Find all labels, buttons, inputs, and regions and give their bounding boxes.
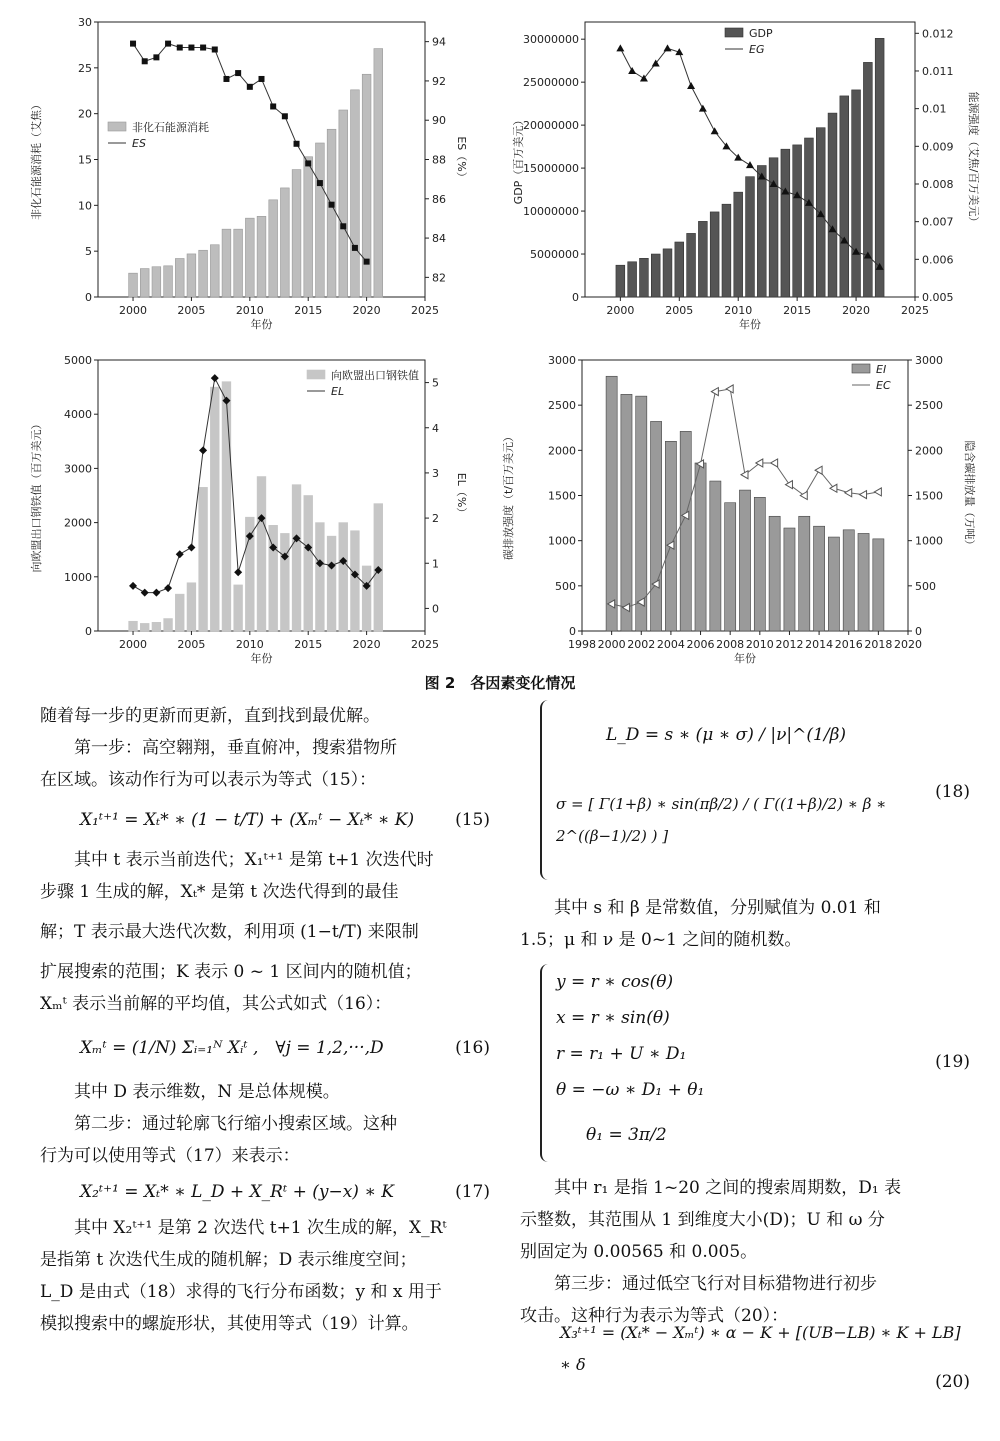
chart-bar (863, 62, 872, 297)
paragraph-line: 其中 r₁ 是指 1~20 之间的搜索周期数，D₁ 表 (554, 1178, 902, 1198)
y2-tick-label: 94 (432, 35, 446, 49)
line-point (177, 45, 183, 51)
chart-bar (362, 566, 371, 631)
line-point (188, 45, 194, 51)
left-column (40, 700, 490, 1340)
chart-nonfossil-es (0, 0, 500, 339)
eq19-row: r = r₁ + U ∗ D₁ (556, 1044, 687, 1064)
line-point (800, 492, 807, 500)
chart-bar (316, 523, 325, 631)
x-tick-label: 2005 (177, 304, 206, 317)
y2-tick-label: 0.005 (922, 291, 954, 304)
line-point (223, 76, 229, 82)
line-point (153, 54, 159, 60)
chart-bar (304, 157, 313, 297)
chart-bar (680, 431, 691, 631)
paragraph-line: 在区域。该动作行为可以表示为等式（15）： (40, 770, 377, 790)
line-point (282, 113, 288, 119)
x-tick-label: 2020 (894, 638, 922, 651)
paragraph-line: 其中 D 表示维数，N 是总体规模。 (74, 1082, 340, 1102)
line-point (628, 67, 636, 74)
line-point (726, 385, 733, 393)
y-tick-label: 1500 (548, 489, 576, 503)
chart-bar (327, 536, 336, 631)
chart-bar (152, 267, 161, 297)
chart-bar (710, 481, 721, 631)
x-tick-label: 2010 (235, 304, 264, 317)
chart-bar (687, 233, 696, 297)
y2-tick-label: 3000 (915, 354, 943, 367)
legend-swatch-bar (108, 122, 126, 131)
y2-axis-label: 隐含碳排放量（万吨） (963, 440, 976, 551)
chart-bar (234, 229, 243, 297)
chart-4-svg (500, 340, 1000, 670)
chart-bar (175, 594, 184, 631)
chart-1-svg (0, 0, 500, 335)
y-axis-label: 碳排放强度（t/百万美元） (502, 430, 515, 561)
line-point (317, 180, 323, 186)
y2-tick-label: 0 (432, 602, 439, 616)
x-tick-label: 2002 (627, 638, 656, 651)
y2-axis-label: 能源强度（艾焦/百万美元） (967, 91, 980, 228)
chart-bar (814, 526, 825, 631)
y2-tick-label: 3 (432, 466, 439, 480)
chart-2-svg (500, 0, 1000, 335)
chart-bar (316, 143, 325, 297)
chart-bar (257, 216, 266, 297)
y2-tick-label: 5 (432, 376, 439, 390)
y-tick-label: 2000 (64, 516, 92, 530)
chart-bar (734, 192, 743, 297)
paragraph-line: 其中 X₂ᵗ⁺¹ 是第 2 次迭代 t+1 次生成的解，X_Rᵗ (74, 1218, 447, 1238)
x-axis-label: 年份 (734, 652, 756, 665)
legend-label-line: EG (749, 43, 765, 56)
y2-axis-label: EL（%） (455, 472, 468, 519)
line-point (200, 45, 206, 51)
eq18-number: (18) (935, 782, 970, 802)
eq19-row: θ₁ = 3π/2 (586, 1125, 667, 1145)
paragraph-line: L_D 是由式（18）求得的飞行分布函数；y 和 x 用于 (40, 1282, 442, 1302)
line-point (235, 70, 241, 76)
line-point (152, 589, 160, 597)
equation-19 (540, 964, 970, 1162)
chart-bar (757, 166, 766, 297)
chart-bar (628, 262, 637, 297)
equation-15: X₁ᵗ⁺¹ = Xₜ* ∗ (1 − t/T) + (Xₘᵗ − Xₜ* ∗ K) (15) (80, 810, 490, 830)
eq20-number: (20) (935, 1372, 970, 1392)
y-tick-label: 5000 (64, 354, 92, 367)
equation-20: X₃ᵗ⁺¹ = (Xₜ* − Xₘᵗ) ∗ α − K + [(UB−LB) ∗ K + LB] ∗ δ (560, 1323, 961, 1374)
y2-tick-label: 84 (432, 232, 446, 246)
x-tick-label: 2010 (745, 638, 774, 651)
line-point (771, 459, 778, 467)
paragraph-line: 示整数，其范围从 1 到维度大小(D)；U 和 ω 分 (520, 1210, 885, 1230)
line-point (352, 245, 358, 251)
paragraph-line: 随着每一步的更新而更新，直到找到最优解。 (40, 706, 380, 726)
line-point (141, 589, 149, 597)
chart-bar (175, 259, 184, 298)
paragraph-line: 别固定为 0.00565 和 0.005。 (520, 1242, 758, 1262)
y-tick-label: 25 (78, 61, 92, 75)
paragraph-line: 攻击。这种行为表示为等式（20）： (520, 1306, 789, 1326)
y-tick-label: 10000000 (523, 205, 579, 219)
chart-bar (606, 376, 617, 631)
right-column (520, 700, 970, 1398)
chart-bar (140, 623, 149, 631)
chart-bar (269, 200, 278, 297)
x-tick-label: 2025 (411, 638, 439, 651)
x-tick-label: 2008 (716, 638, 745, 651)
line-point (687, 82, 695, 89)
chart-bar (875, 38, 884, 297)
line-point (211, 374, 219, 382)
chart-bar (793, 145, 802, 297)
x-tick-label: 2005 (665, 304, 694, 317)
legend-label-line: EL (331, 385, 345, 398)
y-tick-label: 0 (572, 291, 579, 304)
figure-caption: 图 2 各因素变化情况 (424, 674, 576, 692)
y-tick-label: 0 (85, 291, 92, 304)
line-point (187, 543, 195, 551)
line-point (860, 491, 867, 499)
chart-bar (327, 129, 336, 297)
chart-bar (129, 273, 138, 297)
x-tick-label: 2016 (834, 638, 863, 651)
eq19-row: y = r ∗ cos(θ) (556, 972, 674, 992)
y2-tick-label: 500 (915, 579, 936, 593)
x-tick-label: 2014 (805, 638, 834, 651)
chart-bar (245, 218, 254, 297)
chart-bar (129, 621, 138, 631)
x-tick-label: 2000 (119, 638, 148, 651)
chart-bar (257, 477, 266, 631)
legend-label-bar: 向欧盟出口钢铁值 (331, 369, 419, 382)
chart-bar (199, 487, 208, 631)
y2-tick-label: 0.012 (922, 27, 954, 41)
paragraph-line: 第三步：通过低空飞行对目标猎物进行初步 (554, 1274, 877, 1294)
y-tick-label: 2500 (548, 399, 576, 413)
paragraph-line: 是指第 t 次迭代生成的随机解；D 表示维度空间； (40, 1250, 417, 1270)
chart-bar (828, 113, 837, 297)
eq18-row-2: σ = [ Γ(1+β) ∗ sin(πβ/2) / ( Γ((1+β)/2) ∗ β ∗ 2^((β−1)/2) ) ] (556, 795, 887, 845)
x-tick-label: 1998 (568, 638, 596, 651)
y2-tick-label: 2 (432, 512, 439, 526)
y-axis-label: 非化石能源消耗（艾焦） (30, 99, 43, 220)
y-tick-label: 15 (78, 153, 92, 167)
chart-bar (187, 254, 196, 297)
chart-bar (339, 523, 348, 631)
line-point (364, 259, 370, 265)
y2-tick-label: 92 (432, 74, 446, 88)
x-tick-label: 2025 (901, 304, 929, 317)
chart-bar (292, 485, 301, 631)
y2-tick-label: 0.008 (922, 177, 954, 191)
chart-bar (843, 530, 854, 631)
legend-swatch-bar (725, 28, 743, 37)
y-tick-label: 4000 (64, 408, 92, 422)
equation-16: Xₘᵗ = (1/N) Σᵢ₌₁ᴺ Xᵢᵗ , ∀j = 1,2,···,D (16) (80, 1038, 490, 1058)
x-tick-label: 2015 (783, 304, 812, 317)
chart-bar (234, 585, 243, 631)
paragraph-line: 扩展搜索的范围；K 表示 0 ~ 1 区间内的随机值； (40, 962, 422, 982)
x-tick-label: 2010 (724, 304, 753, 317)
line-point (340, 223, 346, 229)
x-tick-label: 2020 (352, 304, 381, 317)
chart-bar (651, 421, 662, 631)
chart-bar (663, 249, 672, 297)
y-tick-label: 25000000 (523, 76, 579, 90)
line-point (616, 44, 624, 51)
y2-tick-label: 0.009 (922, 140, 954, 154)
chart-steel-el (0, 340, 500, 674)
chart-bar (799, 516, 810, 631)
chart-bar (351, 90, 360, 297)
y2-tick-label: 2000 (915, 444, 943, 458)
chart-bar (280, 533, 289, 631)
chart-bar (840, 96, 849, 297)
chart-bar (739, 490, 750, 631)
line-point (234, 568, 242, 576)
y-tick-label: 15000000 (523, 162, 579, 176)
line-point (699, 105, 707, 112)
chart-bar (621, 394, 632, 631)
legend-label-line: ES (132, 137, 146, 150)
line-point (294, 141, 300, 147)
chart-bar (754, 497, 765, 631)
line-point (199, 446, 207, 454)
line-point (176, 550, 184, 558)
line-point (130, 41, 136, 47)
legend-swatch-bar (852, 364, 870, 373)
chart-bar (651, 254, 660, 297)
y-tick-label: 0 (85, 625, 92, 638)
y2-tick-label: 86 (432, 192, 446, 206)
chart-bar (339, 110, 348, 297)
eq19-row: x = r ∗ sin(θ) (556, 1008, 670, 1028)
x-tick-label: 2015 (294, 304, 323, 317)
y2-tick-label: 1500 (915, 489, 943, 503)
x-tick-label: 2015 (294, 638, 323, 651)
line-point (329, 202, 335, 208)
chart-bar (210, 245, 219, 297)
legend-label-bar: GDP (749, 27, 773, 40)
chart-bar (140, 269, 149, 297)
legend-label-line: EC (876, 379, 891, 392)
eq18-row-1: L_D = s ∗ (μ ∗ σ) / |ν|^(1/β) (606, 725, 847, 745)
y2-tick-label: 82 (432, 271, 446, 285)
chart-bar (210, 387, 219, 631)
y-axis-label: GDP（百万美元） (512, 114, 525, 205)
y-tick-label: 20000000 (523, 119, 579, 133)
y2-tick-label: 2500 (915, 399, 943, 413)
y2-axis-label: ES（%） (455, 136, 468, 183)
chart-bar (269, 525, 278, 631)
y2-tick-label: 0.01 (922, 102, 947, 116)
line-point (165, 41, 171, 47)
legend-label-bar: EI (876, 363, 887, 376)
chart-bar (769, 158, 778, 297)
chart-bar (710, 212, 719, 297)
y2-tick-label: 0.007 (922, 215, 954, 229)
chart-bar (280, 188, 289, 297)
x-tick-label: 2005 (177, 638, 206, 651)
chart-bar (675, 242, 684, 297)
paragraph-line: 解；T 表示最大迭代次数，利用项 (1−t/T) 来限制 (40, 922, 419, 942)
line-point (874, 488, 881, 496)
y-tick-label: 20 (78, 107, 92, 121)
paragraph-line: 第一步：高空翱翔，垂直俯冲，搜索猎物所 (74, 738, 397, 758)
x-axis-label: 年份 (250, 652, 273, 665)
chart-bar (222, 229, 231, 297)
chart-bar (164, 266, 173, 297)
x-tick-label: 2004 (656, 638, 685, 651)
chart-bar (858, 533, 869, 631)
x-tick-label: 2006 (686, 638, 715, 651)
chart-bar (304, 496, 313, 632)
chart-bar (873, 539, 884, 631)
y2-tick-label: 4 (432, 421, 439, 435)
line-point (785, 481, 792, 489)
line-point (845, 489, 852, 497)
line-point (711, 127, 719, 134)
y-tick-label: 5 (85, 245, 92, 259)
y2-tick-label: 1000 (915, 534, 943, 548)
equation-17: X₂ᵗ⁺¹ = Xₜ* ∗ L_D + X_Rᵗ + (y−x) ∗ K (17) (80, 1182, 490, 1202)
chart-bar (187, 583, 196, 631)
y2-tick-label: 0.006 (922, 253, 954, 267)
chart-bar (292, 170, 301, 297)
chart-bar (351, 531, 360, 631)
line-point (746, 161, 754, 168)
paragraph-line: 其中 t 表示当前迭代；X₁ᵗ⁺¹ 是第 t+1 次迭代时 (74, 850, 434, 870)
chart-bar (852, 90, 861, 297)
equation-18 (540, 700, 970, 880)
line-point (830, 484, 837, 492)
x-tick-label: 2000 (606, 304, 635, 317)
paragraph-line: 1.5；μ 和 ν 是 0~1 之间的随机数。 (520, 930, 802, 950)
x-tick-label: 2018 (864, 638, 893, 651)
chart-bar (374, 49, 383, 297)
y-tick-label: 1000 (548, 534, 576, 548)
y-tick-label: 5000000 (530, 248, 579, 262)
chart-bar (636, 396, 647, 631)
x-tick-label: 2010 (235, 638, 264, 651)
chart-ei-ec (500, 340, 1000, 674)
chart-bar (222, 382, 231, 631)
paragraph-line: 模拟搜索中的螺旋形状，其使用等式（19）计算。 (40, 1314, 419, 1334)
line-point (259, 76, 265, 82)
y-tick-label: 3000 (64, 462, 92, 476)
y2-tick-label: 0.011 (922, 64, 954, 78)
chart-bar (781, 149, 790, 297)
y2-tick-label: 0 (915, 625, 922, 638)
line-point (247, 84, 253, 90)
x-tick-label: 2012 (775, 638, 804, 651)
line-point (270, 103, 276, 109)
line-point (129, 582, 137, 590)
chart-3-svg (0, 340, 500, 670)
eq19-row: θ = −ω ∗ D₁ + θ₁ (556, 1080, 705, 1100)
line-point (305, 160, 311, 166)
x-tick-label: 2025 (411, 304, 439, 317)
line-point (664, 44, 672, 51)
paragraph-line: Xₘᵗ 表示当前解的平均值，其公式如式（16）： (40, 994, 392, 1014)
line-point (142, 58, 148, 64)
y2-tick-label: 90 (432, 114, 446, 128)
chart-bar (725, 503, 736, 631)
x-tick-label: 2020 (352, 638, 381, 651)
y-tick-label: 0 (569, 625, 576, 638)
chart-bar (746, 177, 755, 297)
x-axis-label: 年份 (250, 318, 273, 331)
chart-bar (665, 441, 676, 631)
chart-bar (616, 265, 625, 297)
chart-bar (698, 221, 707, 297)
chart-gdp-eg (500, 0, 1000, 339)
x-axis-label: 年份 (739, 318, 761, 331)
chart-bar (784, 528, 795, 631)
y2-tick-label: 1 (432, 557, 439, 571)
chart-bar (769, 516, 780, 631)
line-point (212, 47, 218, 53)
y-tick-label: 10 (78, 199, 92, 213)
chart-bar (164, 619, 173, 631)
chart-bar (828, 537, 839, 631)
paragraph-line: 第二步：通过轮廓飞行缩小搜索区域。这种 (74, 1114, 397, 1134)
paragraph-line: 行为可以使用等式（17）来表示： (40, 1146, 300, 1166)
y-tick-label: 30 (78, 16, 92, 29)
legend-swatch-bar (307, 370, 325, 379)
chart-bar (152, 622, 161, 631)
x-tick-label: 2000 (597, 638, 626, 651)
chart-bar (640, 258, 649, 297)
y-tick-label: 2000 (548, 444, 576, 458)
y-tick-label: 30000000 (523, 33, 579, 47)
x-tick-label: 2020 (842, 304, 871, 317)
chart-bar (695, 463, 706, 631)
paragraph-line: 其中 s 和 β 是常数值，分别赋值为 0.01 和 (554, 898, 881, 918)
y-axis-label: 向欧盟出口钢铁值（百万美元） (30, 418, 43, 573)
legend-label-bar: 非化石能源消耗 (132, 121, 209, 134)
chart-bar (199, 250, 208, 297)
y2-tick-label: 88 (432, 153, 446, 167)
chart-bar (805, 138, 814, 297)
chart-bar (722, 204, 731, 297)
line-point (815, 466, 822, 474)
line-point (164, 584, 172, 592)
y-tick-label: 1000 (64, 570, 92, 584)
paragraph-line: 步骤 1 生成的解，Xₜ* 是第 t 次迭代得到的最佳 (40, 882, 399, 902)
y-tick-label: 3000 (548, 354, 576, 367)
y-tick-label: 500 (555, 579, 576, 593)
x-tick-label: 2000 (119, 304, 148, 317)
eq19-number: (19) (935, 1052, 970, 1072)
